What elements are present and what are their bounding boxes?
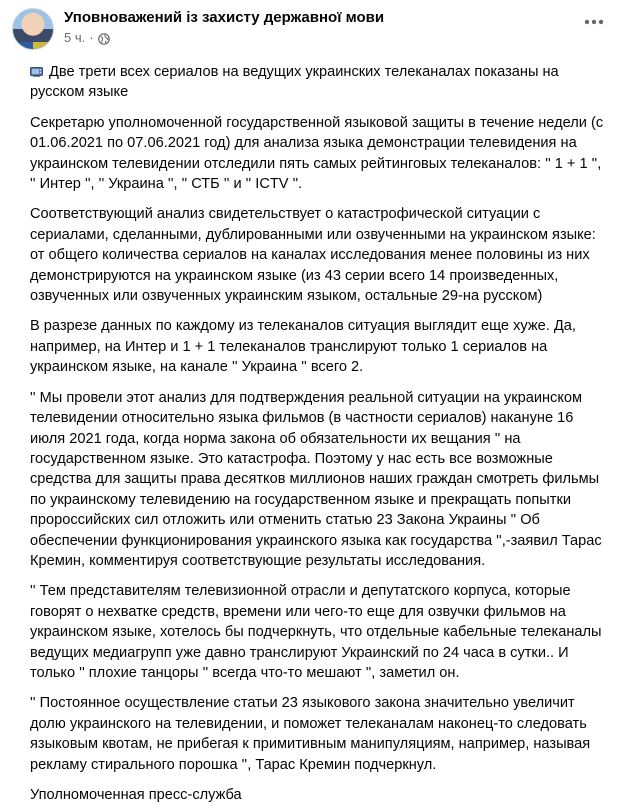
signature: Уполномоченная пресс-служба <box>30 787 242 803</box>
paragraph: Секретарю уполномоченной государственной языковой защиты в течение недели (с 01.06.2021 по 07.06.2021 год) для анализа языка демонстрации телевидения на украинском телевидении отследили пять самых рейтинговых телеканалов: '' 1 + 1 '', '' Интер '', '' Украина '', '' СТБ '' и '' ICTV ''. <box>30 114 604 193</box>
post-content <box>12 58 608 805</box>
post-heading-text: Две трети всех сериалов на ведущих украинских телеканалах показаны на русском языке <box>30 64 559 101</box>
more-options-button[interactable] <box>582 12 606 32</box>
avatar[interactable] <box>12 8 54 50</box>
post-header <box>12 8 608 58</box>
paragraph: В разрезе данных по каждому из телеканалов ситуация выглядит еще хуже. Да, например, на Интер и 1 + 1 телеканалов транслируют только 1 сериалов на украинском языке, на канале '' Украина '' всего 2. <box>30 318 576 376</box>
post-header-text <box>64 8 608 46</box>
paragraph: '' Мы провели этот анализ для подтверждения реальной ситуации на украинском телевидении относительно языка фильмов (в частности сериалов) накануне 16 июля 2021 года, когда норма закона об обязательности их вещания '' на государственном языке. Это катастрофа. Поэтому у нас есть все возможные средства для защиты права десятков миллионов наших граждан смотреть фильмы по украинскому телевидению на государственном языке и прекращать попытки пророссийских сил отложить или отменить статью 23 Закона Украины '' Об обеспечении функционирования украинского языка как государства '',-заявил Тарас Кремин, комментируя соответствующие результаты исследования. <box>30 389 602 569</box>
post-meta <box>64 29 608 46</box>
globe-icon <box>98 32 110 44</box>
more-icon <box>584 19 604 25</box>
post-time[interactable]: 5 ч. <box>64 30 86 45</box>
paragraph: '' Постоянное осуществление статьи 23 языкового закона значительно увеличит долю украинского на телевидении, и поможет телеканалам наконец-то следовать языковым квотам, не прибегая к примитивным манипуляциям, например, называя рекламу стирального порошка '', Тарас Кремин подчеркнул. <box>30 695 591 773</box>
paragraph: Соответствующий анализ свидетельствует о катастрофической ситуации с сериалами, сделанными, дублированными или озвученными на украинском языке: от общего количества сериалов на каналах исследования менее половины из них демонстрируются на украинском языке (из 43 серии всего 14 произведенных, озвученных или озвученных украинским языком, остальные 29-на русском) <box>30 206 596 305</box>
paragraph: '' Тем представителям телевизионной отрасли и депутатского корпуса, которые говорят о нехватке средств, времени или чего-то еще для озвучки фильмов на украинском языке, хотелось бы подчеркнуть, что отдельные кабельные телеканалы ведущих медиагрупп уже давно транслируют Украинский по 24 часа в сутки.. И только '' плохие танцоры '' всегда что-то мешают '', заметил он. <box>30 583 602 681</box>
author-name[interactable]: Уповноважений із захисту державної мови <box>64 9 385 26</box>
tv-icon <box>30 63 43 74</box>
meta-separator: · <box>89 30 94 45</box>
post-heading <box>30 62 604 103</box>
